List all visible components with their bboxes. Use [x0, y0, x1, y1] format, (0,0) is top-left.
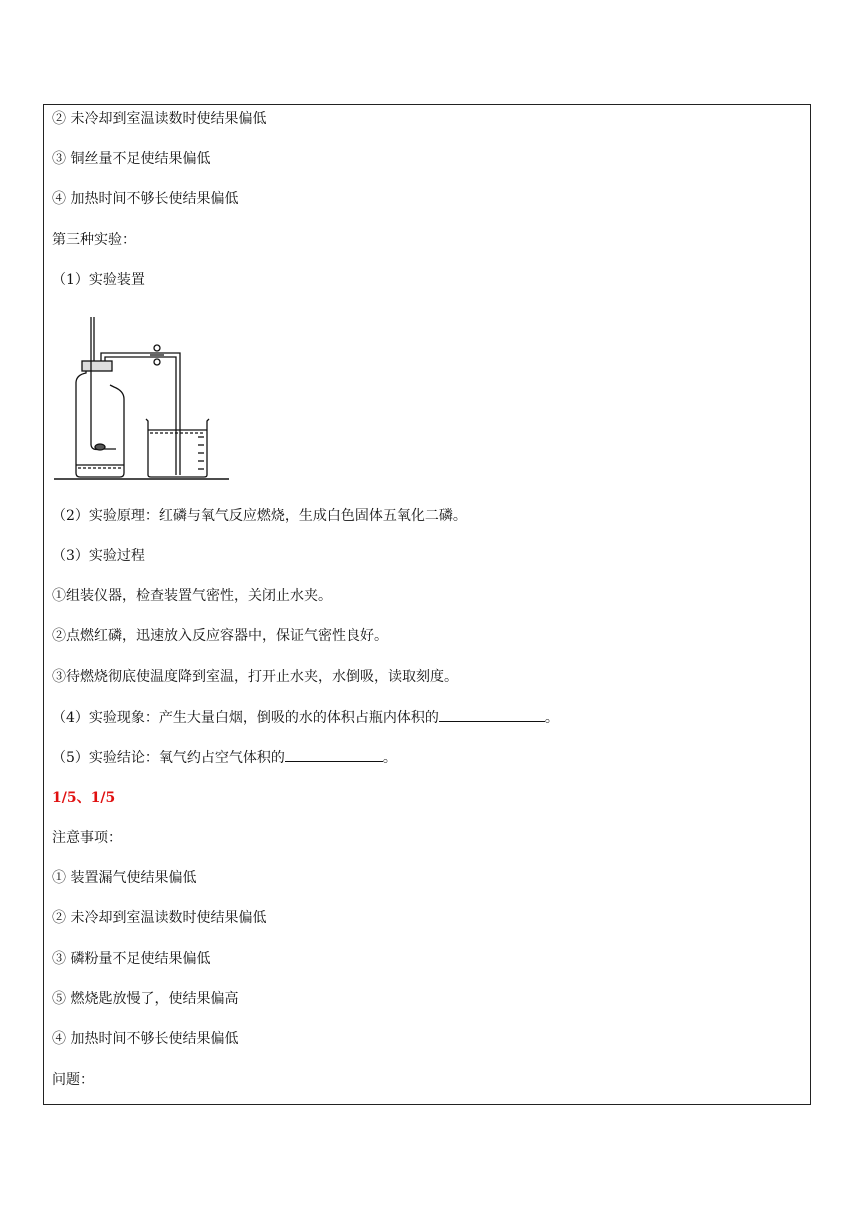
beaker [146, 419, 209, 477]
bottle-outline [76, 383, 124, 477]
note-leak: ① 装置漏气使结果偏低 [52, 870, 197, 886]
note-cooling: ② 未冷却到室温读数时使结果偏低 [52, 111, 267, 127]
notes-heading: 注意事项： [52, 830, 122, 846]
experiment-apparatus-diagram [54, 315, 229, 480]
content-frame [43, 104, 811, 1105]
note-cooling-2: ② 未冷却到室温读数时使结果偏低 [52, 910, 267, 926]
question-label: 问题： [52, 1072, 94, 1088]
section-title: 第三种实验： [52, 232, 136, 248]
conclusion-line [52, 747, 397, 768]
step-3: ③待燃烧彻底使温度降到室温，打开止水夹，水倒吸，读取刻度。 [52, 669, 458, 685]
note-copper: ③ 铜丝量不足使结果偏低 [52, 151, 211, 167]
step-1: ①组装仪器，检查装置气密性，关闭止水夹。 [52, 588, 332, 604]
phenomenon-end: 。 [544, 710, 559, 726]
process-heading: （3）实验过程 [52, 548, 145, 564]
conclusion-end: 。 [382, 750, 397, 766]
step-2: ②点燃红磷，迅速放入反应容器中，保证气密性良好。 [52, 628, 388, 644]
phenomenon-line [52, 707, 559, 728]
apparatus-heading: （1）实验装置 [52, 272, 145, 288]
note-heating-time-2: ④ 加热时间不够长使结果偏低 [52, 1031, 239, 1047]
note-phosphorus: ③ 磷粉量不足使结果偏低 [52, 951, 211, 967]
conclusion-text: （5）实验结论：氧气约占空气体积的 [52, 750, 285, 766]
delivery-tube [101, 353, 180, 475]
answer-blank-2[interactable] [285, 747, 383, 762]
phenomenon-text: （4）实验现象：产生大量白烟，倒吸的水的体积占瓶内体积的 [52, 710, 439, 726]
answer-blank-1[interactable] [439, 707, 545, 722]
answer-text: 1/5、1/5 [52, 790, 116, 806]
note-heating-time: ④ 加热时间不够长使结果偏低 [52, 191, 239, 207]
rubber-stopper [82, 361, 112, 371]
principle-text: （2）实验原理：红磷与氧气反应燃烧，生成白色固体五氧化二磷。 [52, 508, 467, 524]
note-spoon-slow: ⑤ 燃烧匙放慢了，使结果偏高 [52, 991, 239, 1007]
clamp-icon [150, 345, 164, 365]
